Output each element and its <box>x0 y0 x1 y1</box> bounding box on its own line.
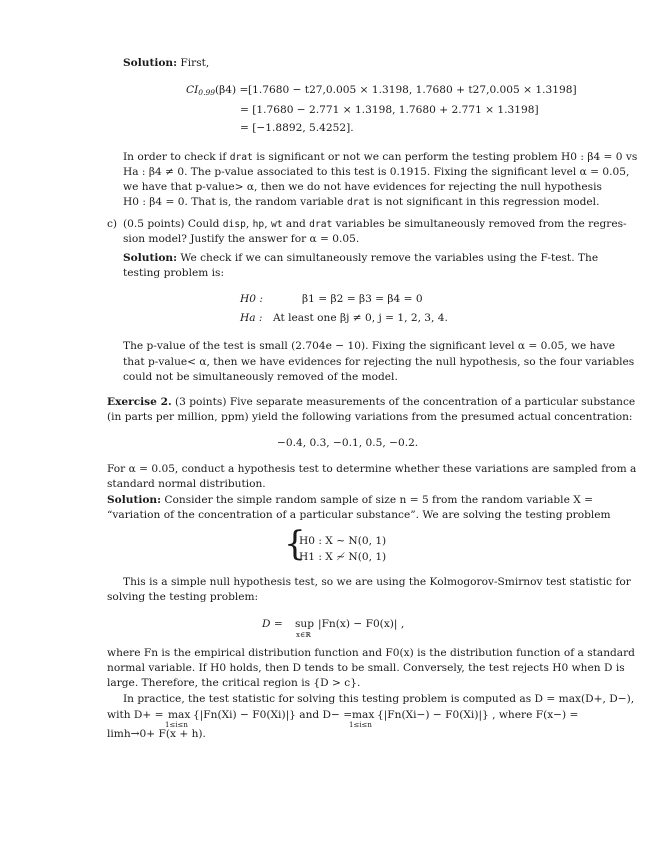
part-c-label: c) <box>107 218 118 230</box>
where-line-3: large. Therefore, the critical region is {D > c}. <box>107 677 361 689</box>
para-text: In order to check if <box>123 151 227 163</box>
solution-text: We check if we can simultaneously remove the variables using the F-test. The <box>180 252 599 264</box>
solution-intro: First, <box>180 57 210 69</box>
part-c-solution-line-1 <box>123 252 598 265</box>
practice-max-1-subscript: 1≤i≤n <box>165 721 188 729</box>
conclusion-line-3: could not be simultaneously removed of the model. <box>123 371 398 383</box>
variable-drat: drat <box>347 197 371 208</box>
conclusion-line-2: that p-value< α, then we have evidences for rejecting the null hypothesis, so the four variables <box>123 356 635 368</box>
ci-argument: (β4) = <box>215 84 249 96</box>
where-line-1: where Fn is the empirical distribution function and F0(x) is the distribution function of a standard <box>107 647 635 659</box>
ci-label: CI <box>186 84 199 96</box>
para-text: H0 : β4 = 0. That is, the random variable <box>123 196 344 208</box>
h0-label: H0 : <box>240 293 263 305</box>
practice-max-2-subscript: 1≤i≤n <box>349 721 372 729</box>
para-line-1 <box>123 151 638 164</box>
exercise-2-solution-line-2: “variation of the concentration of a particular substance”. We are solving the testing problem <box>107 509 611 521</box>
solution-label: Solution: <box>123 57 178 69</box>
variable-drat: drat <box>229 152 253 163</box>
left-brace: { <box>284 524 306 564</box>
ci-line-3: = [−1.8892, 5.4252]. <box>240 122 354 134</box>
practice-max-1: max <box>168 709 191 721</box>
practice-line-3: limh→0+ F(x + h). <box>107 728 206 740</box>
where-line-2: normal variable. If H0 holds, then D tends to be small. Conversely, the test rejects H0 when D is <box>107 662 625 674</box>
statistic-lhs: D = <box>262 618 283 630</box>
exercise-2-line-4: standard normal distribution. <box>107 478 266 490</box>
exercise-title: Exercise 2. <box>107 396 172 408</box>
conclusion-line-1: The p-value of the test is small (2.704e − 10). Fixing the significant level α = 0.05, we have <box>123 340 616 352</box>
solution-first-line <box>123 57 209 70</box>
variable-hp: hp <box>252 219 265 230</box>
variable-drat: drat <box>309 219 333 230</box>
question-text: (0.5 points) Could <box>123 218 220 230</box>
practice-line-2c: {|Fn(Xi−) − F0(Xi)|} , where F(x−) = <box>377 709 579 721</box>
ks-null-hypothesis: H0 : X ∼ N(0, 1) <box>299 535 387 547</box>
variable-disp: disp <box>222 219 246 230</box>
statistic-rhs: |Fn(x) − F0(x)| , <box>318 618 405 630</box>
solution-text: Consider the simple random sample of size n = 5 from the random variable X = <box>164 494 593 506</box>
statistic-sup: sup <box>295 618 315 630</box>
part-c-solution-line-2: testing problem is: <box>123 267 225 279</box>
ci-lhs <box>186 84 248 99</box>
ci-subscript: 0.99 <box>198 88 215 97</box>
h0-expression: β1 = β2 = β3 = β4 = 0 <box>302 293 423 305</box>
part-c-question-line-1: (0.5 points) Could disp, hp, wt and drat variables be simultaneously removed from the regres- <box>123 218 627 230</box>
part-c-question-line-2: sion model? Justify the answer for α = 0.05. <box>123 233 360 245</box>
para-text: is not significant in this regression model. <box>373 196 600 208</box>
solution-label: Solution: <box>123 252 178 264</box>
practice-max-2: max <box>352 709 375 721</box>
exercise-2-line-3: For α = 0.05, conduct a hypothesis test to determine whether these variations are sampled from a <box>107 463 637 475</box>
ks-text-line-1: This is a simple null hypothesis test, so we are using the Kolmogorov-Smirnov test statistic for <box>123 576 631 588</box>
exercise-2-line-2: (in parts per million, ppm) yield the following variations from the presumed actual concentration: <box>107 411 633 423</box>
statistic-sup-subscript: x∈ℝ <box>296 631 311 639</box>
ci-line-2: = [1.7680 − 2.771 × 1.3198, 1.7680 + 2.771 × 1.3198] <box>240 104 539 116</box>
ha-expression: At least one βj ≠ 0, j = 1, 2, 3, 4. <box>273 312 448 324</box>
question-text: and <box>285 218 306 230</box>
ks-text-line-2: solving the testing problem: <box>107 591 259 603</box>
practice-line-2a: with D+ = <box>107 709 164 721</box>
para-text: is significant or not we can perform the testing problem H0 : β4 = 0 vs <box>256 151 638 163</box>
ha-label: Ha : <box>240 312 263 324</box>
exercise-2-line-1 <box>107 396 635 409</box>
ks-alt-hypothesis: H1 : X ≁ N(0, 1) <box>299 551 387 563</box>
question-text: variables be simultaneously removed from the regres- <box>335 218 627 230</box>
solution-label: Solution: <box>107 494 162 506</box>
ci-line-1: [1.7680 − t27,0.005 × 1.3198, 1.7680 + t27,0.005 × 1.3198] <box>248 84 577 96</box>
exercise-text: (3 points) Five separate measurements of the concentration of a particular substance <box>175 396 636 408</box>
practice-line-2b: {|Fn(Xi) − F0(Xi)|} and D− = <box>193 709 353 721</box>
data-values: −0.4, 0.3, −0.1, 0.5, −0.2. <box>277 437 419 449</box>
para-line-4 <box>123 196 599 209</box>
para-line-3: we have that p-value> α, then we do not have evidences for rejecting the null hypothesis <box>123 181 602 193</box>
practice-line-1: In practice, the test statistic for solving this testing problem is computed as D = max(D+, D−), <box>123 693 635 705</box>
para-line-2: Ha : β4 ≠ 0. The p-value associated to this test is 0.1915. Fixing the significant level α = 0.05, <box>123 166 630 178</box>
variable-wt: wt <box>270 219 283 230</box>
exercise-2-solution-line-1 <box>107 494 593 507</box>
